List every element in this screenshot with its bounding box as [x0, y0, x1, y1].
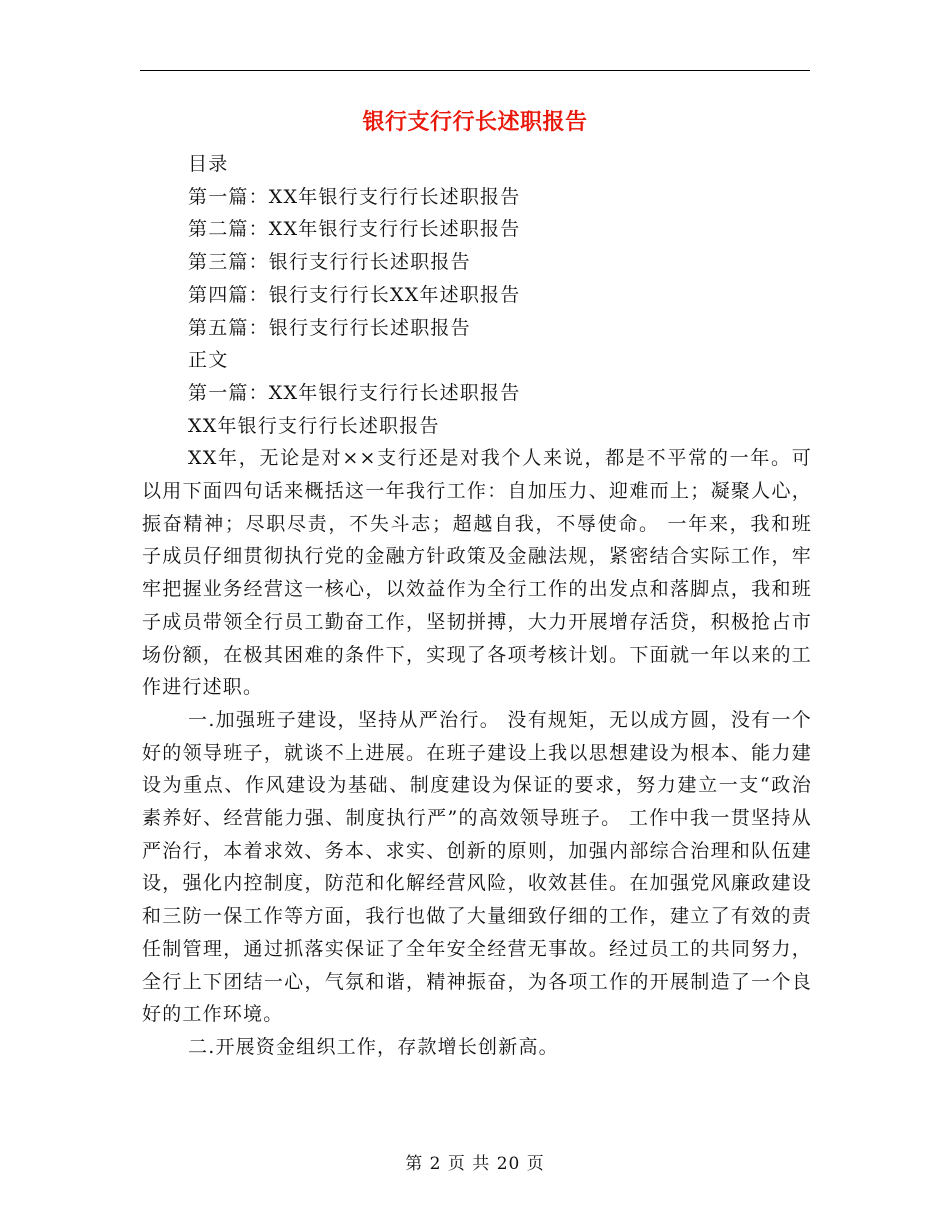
toc-item: 第四篇：银行支行行长XX年述职报告: [188, 283, 521, 306]
toc-heading: 目录: [188, 153, 229, 175]
document-title: 银行支行行长述职报告: [362, 110, 588, 135]
toc-item: 第三篇：银行支行行长述职报告: [188, 251, 471, 274]
header-rule: [140, 70, 810, 71]
section-subtitle: XX年银行支行行长述职报告: [188, 414, 440, 437]
page-footer: [140, 1152, 810, 1176]
paragraph: 一.加强班子建设，坚持从严治行。 没有规矩，无以成方圆，没有一个好的领导班子，就谈不上进展。在班子建设上我以思想建设为根本、能力建设为重点、作风建设为基础、制度建设为保证的要求，努力建立一支“政治素养好、经营能力强、制度执行严”的高效领导班子。 工作中我一贯坚持从严治行，本着求效、务本、求实、创新的原则，加强内部综合治理和队伍建设，强化内控制度，防范和化解经营风险，收效甚佳。在加强党风廉政建设和三防一保工作等方面，我行也做了大量细致仔细的工作，建立了有效的责任制管理，通过抓落实保证了全年安全经营无事故。经过员工的共同努力，全行上下团结一心，气氛和谐，精神振奋，为各项工作的开展制造了一个良好的工作环境。: [142, 708, 812, 1026]
section-heading: 第一篇：XX年银行支行行长述职报告: [188, 381, 521, 404]
body-heading: 正文: [188, 349, 229, 372]
paragraph: XX年，无论是对××支行还是对我个人来说，都是不平常的一年。可以用下面四句话来概括这一年我行工作：自加压力、迎难而上；凝聚人心，振奋精神；尽职尽责，不失斗志；超越自我，不辱使命。 一年来，我和班子成员仔细贯彻执行党的金融方针政策及金融法规，紧密结合实际工作，牢牢把握业务经营这一核心，以效益作为全行工作的出发点和落脚点，我和班子成员带领全行员工勤奋工作，坚韧拼搏，大力开展增存活贷，积极抢占市场份额，在极其困难的条件下，实现了各项考核计划。下面就一年以来的工作进行述职。: [142, 447, 812, 699]
document-body: [142, 148, 812, 1064]
toc-item: 第五篇：银行支行行长述职报告: [188, 316, 471, 339]
toc-item: 第二篇：XX年银行支行行长述职报告: [188, 218, 521, 241]
paragraph: 二.开展资金组织工作，存款增长创新高。: [188, 1035, 559, 1058]
toc-item: 第一篇：XX年银行支行行长述职报告: [188, 185, 521, 208]
page-number-label: 第 2 页 共 20 页: [405, 1154, 545, 1174]
